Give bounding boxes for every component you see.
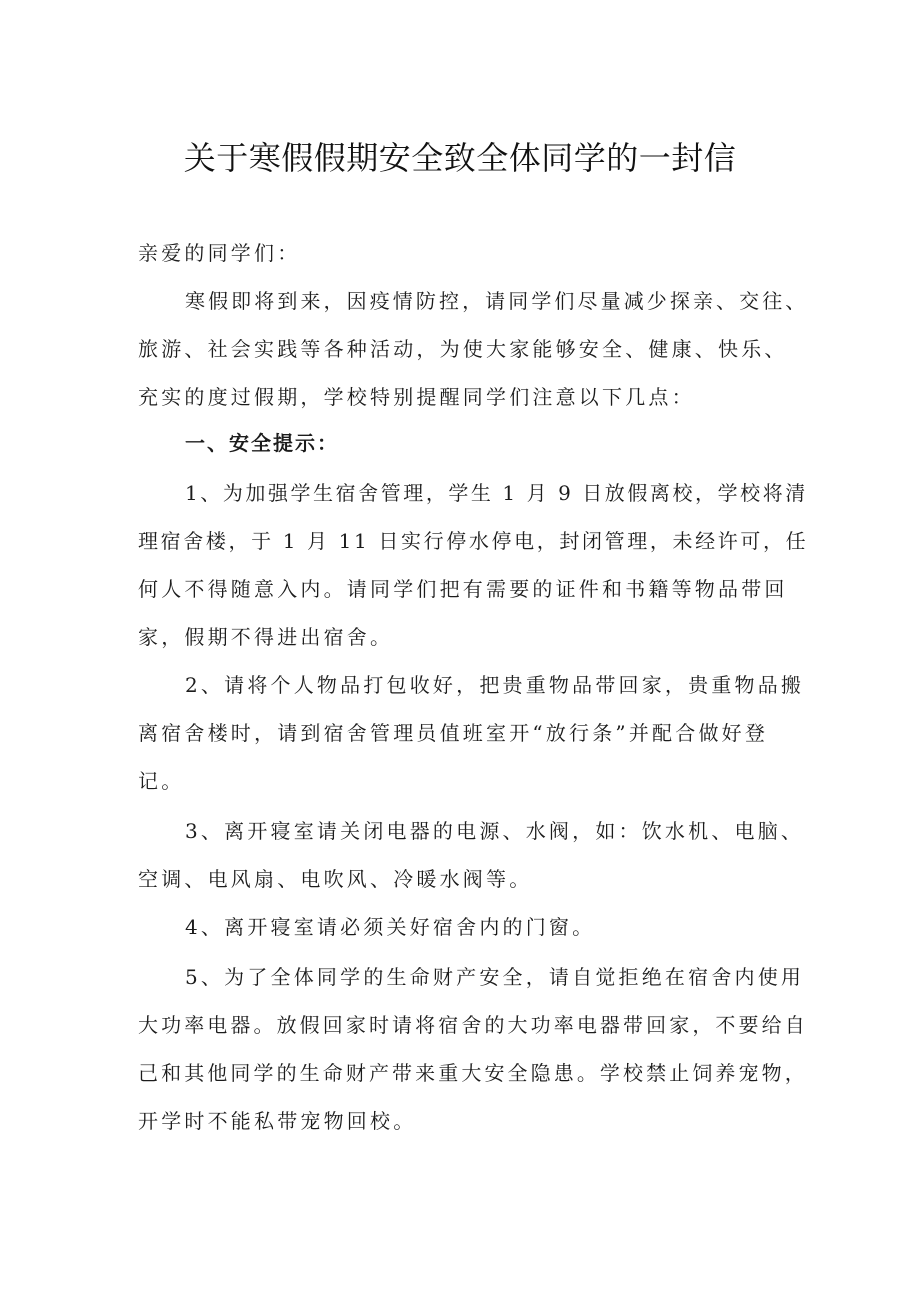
paragraph-line: 大功率电器。放假回家时请将宿舍的大功率电器带回家，不要给自 [138, 1013, 808, 1037]
paragraph-line: 充实的度过假期，学校特别提醒同学们注意以下几点： [138, 385, 695, 409]
section-heading: 一、安全提示： [185, 431, 339, 455]
paragraph-line: 开学时不能私带宠物回校。 [138, 1109, 417, 1133]
paragraph-line: 5、为了全体同学的生命财产安全，请自觉拒绝在宿舍内使用 [185, 965, 805, 989]
paragraph-line: 记。 [138, 769, 185, 793]
paragraph-line: 己和其他同学的生命财产带来重大安全隐患。学校禁止饲养宠物， [138, 1061, 808, 1085]
paragraph-line: 1、为加强学生宿舍管理，学生 1 月 9 日放假离校，学校将清 [185, 481, 808, 505]
document-title: 关于寒假假期安全致全体同学的一封信 [183, 139, 737, 177]
paragraph-line: 2、请将个人物品打包收好，把贵重物品带回家，贵重物品搬 [185, 673, 805, 697]
greeting: 亲爱的同学们： [138, 241, 301, 265]
paragraph-line: 理宿舍楼，于 1 月 11 日实行停水停电，封闭管理，未经许可，任 [138, 529, 809, 553]
paragraph-line: 寒假即将到来，因疫情防控，请同学们尽量减少探亲、交往、 [185, 289, 809, 313]
paragraph-line: 空调、电风扇、电吹风、冷暖水阀等。 [138, 867, 533, 891]
paragraph-line: 离宿舍楼时，请到宿舍管理员值班室开“放行条”并配合做好登 [138, 721, 769, 745]
paragraph-line: 4、离开寝室请必须关好宿舍内的门窗。 [185, 915, 596, 939]
paragraph-line: 何人不得随意入内。请同学们把有需要的证件和书籍等物品带回 [138, 577, 788, 601]
paragraph-line: 家，假期不得进出宿舍。 [138, 625, 394, 649]
paragraph-line: 旅游、社会实践等各种活动，为使大家能够安全、健康、快乐、 [138, 337, 788, 361]
paragraph-line: 3、离开寝室请关闭电器的电源、水阀，如：饮水机、电脑、 [185, 819, 805, 843]
